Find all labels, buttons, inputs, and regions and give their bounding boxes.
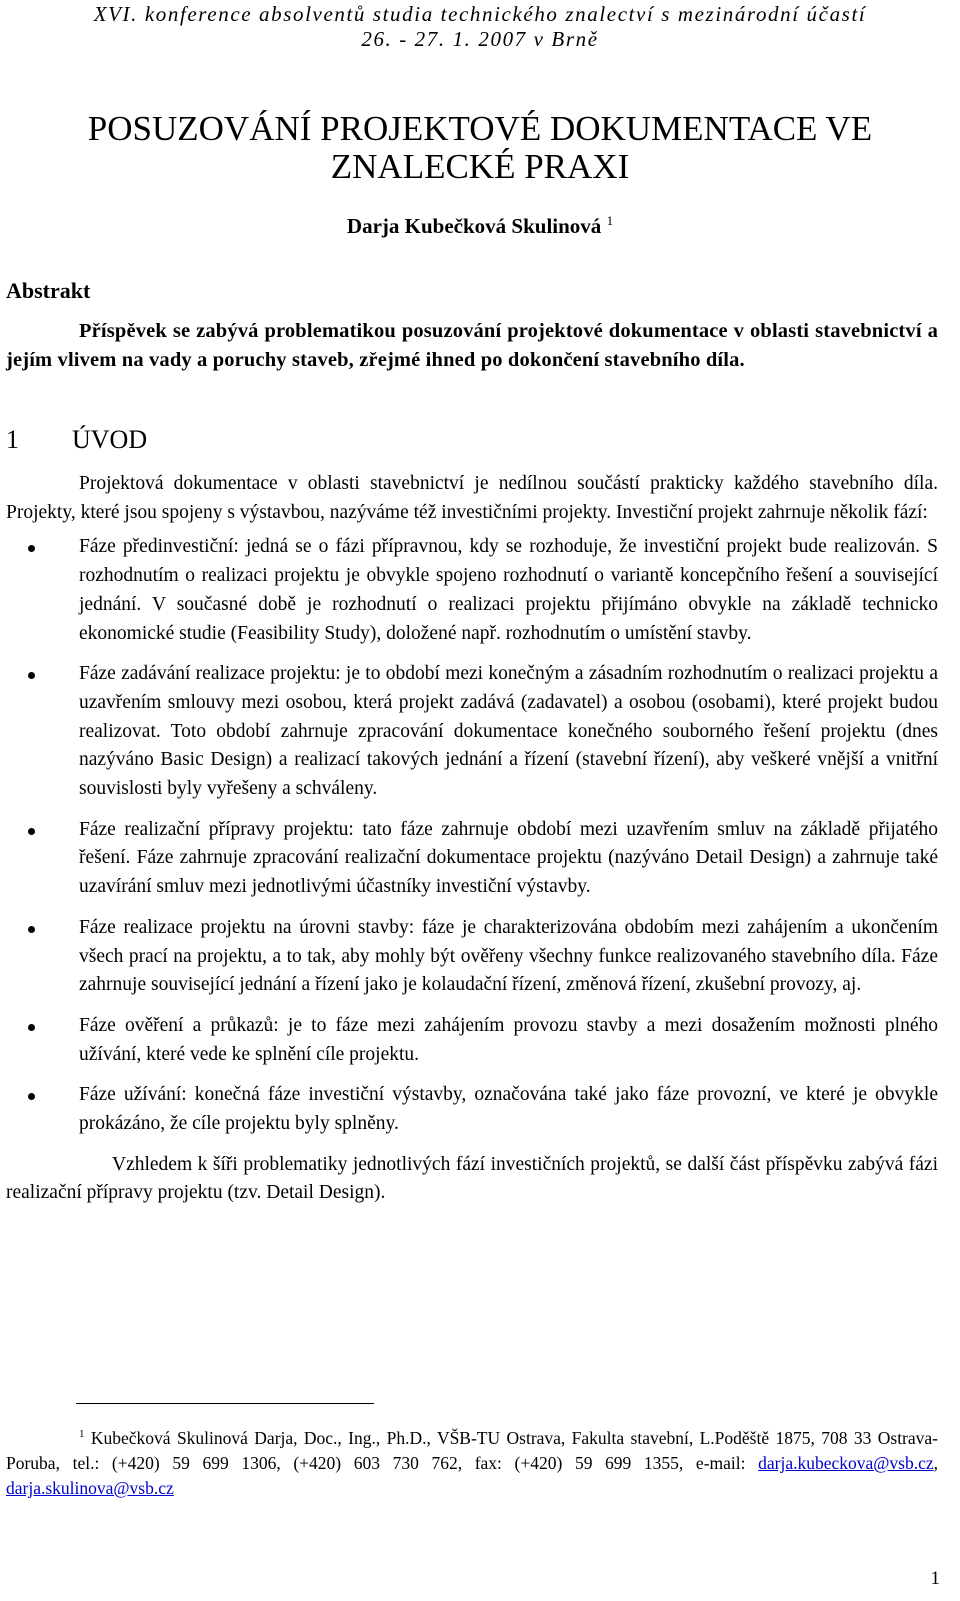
section-heading [6, 425, 147, 455]
bullet-icon [28, 1093, 35, 1100]
conference-header-line1: XVI. konference absolventů studia technického znalectví s mezinárodní účastí [93, 2, 867, 26]
bullet-icon [28, 672, 35, 679]
bullet-icon [28, 828, 35, 835]
list-item [6, 1012, 938, 1069]
page-number: 1 [930, 1568, 940, 1589]
email-link-skulinova[interactable]: darja.skulinova@vsb.cz [6, 1477, 174, 1498]
list-item [6, 660, 938, 804]
bullet-icon [28, 1024, 35, 1031]
conference-header [0, 2, 960, 52]
phase-list [6, 533, 938, 1138]
body-text [6, 470, 938, 1208]
bullet-icon [28, 926, 35, 933]
paper-title-line1: POSUZOVÁNÍ PROJEKTOVÉ DOKUMENTACE VE [87, 109, 873, 148]
conference-header-line2: 26. - 27. 1. 2007 v Brně [361, 27, 599, 51]
footnote [6, 1422, 938, 1501]
abstract-heading: Abstrakt [6, 278, 91, 303]
footnote-mark: 1 [79, 1428, 85, 1440]
phase-text: Fáze zadávání realizace projektu: je to období mezi konečným a zásadním rozhodnutím o realizaci projektu a uzavřením smlouvy mezi osobou, která projekt zadává (zadavatel) a osobou (osobami), které projekt budou realizovat. Toto období zahrnuje zpracování dokumentace konečného souborného řešení projektu (dnes nazýváno Basic Design) a realizací takových jednání a řízení (stavební řízení), aby veškeré vnější a vnitřní souvislosti byly vyřešeny a schváleny. [79, 663, 938, 800]
author-footnote-mark: 1 [606, 213, 614, 228]
list-item [6, 533, 938, 648]
footnote-text: Kubečková Skulinová Darja, Doc., Ing., Ph.D., VŠB-TU Ostrava, Fakulta stavební, L.Poděště 1875, 708 33 Ostrava-Poruba, tel.: (+420) 59 699 1306, (+420) 603 730 762, fax: (+420) 59 699 1355, e-mail: [6, 1427, 938, 1473]
intro-paragraph: Projektová dokumentace v oblasti stavebnictví je nedílnou součástí prakticky každého stavebního díla. Projekty, které jsou spojeny s výstavbou, nazýváme též investičními projekty. Investiční projekt zahrnuje několik fází: [6, 473, 938, 523]
list-item [6, 1081, 938, 1138]
phase-text: Fáze ověření a průkazů: je to fáze mezi zahájením provozu stavby a mezi dosažením možnosti plného užívání, které vede ke splnění cíle projektu. [79, 1014, 938, 1065]
bullet-icon [28, 545, 35, 552]
footnote-divider [76, 1403, 374, 1404]
abstract-text: Příspěvek se zabývá problematikou posuzování projektové dokumentace v oblasti stavebnictví a jejím vlivem na vady a poruchy staveb, zřejmé ihned po dokončení stavebního díla. [6, 320, 938, 371]
list-item [6, 816, 938, 902]
phase-text: Fáze užívání: konečná fáze investiční výstavby, označována také jako fáze provozní, ve které je obvykle prokázáno, že cíle projektu byly splněny. [79, 1084, 938, 1135]
author-name: Darja Kubečková Skulinová [346, 214, 602, 238]
paper-title-line2: ZNALECKÉ PRAXI [330, 147, 630, 186]
section-number: 1 [6, 425, 19, 454]
section-title: ÚVOD [72, 425, 148, 454]
email-separator: , [933, 1452, 938, 1473]
closing-paragraph: Vzhledem k šíři problematiky jednotlivých fází investičních projektů, se další část příspěvku zabývá fázi realizační přípravy projektu (tzv. Detail Design). [6, 1153, 938, 1204]
list-item [6, 914, 938, 1000]
author-line [0, 213, 960, 239]
paper-title [0, 110, 960, 186]
phase-text: Fáze realizace projektu na úrovni stavby: fáze je charakterizována obdobím mezi zahájením a ukončením všech prací na projektu, a to tak, aby mohly být ověřeny všechny funkce realizovaného stavebního díla. Fáze zahrnuje související jednání a řízení jako je kolaudační řízení, změnová řízení, zkušební provozy, aj. [79, 916, 938, 996]
phase-text: Fáze předinvestiční: jedná se o fázi přípravnou, kdy se rozhoduje, že investiční projekt bude realizován. S rozhodnutím o realizaci projektu je obvykle spojeno rozhodnutí o variantě koncepčního řešení a související jednání. V současné době je rozhodnutí o realizaci projektu přijímáno obvykle na základě technicko ekonomické studie (Feasibility Study), doložené např. rozhodnutím o umístění stavby. [79, 536, 938, 644]
phase-text: Fáze realizační přípravy projektu: tato fáze zahrnuje období mezi uzavřením smluv na základě přijatého řešení. Fáze zahrnuje zpracování realizační dokumentace projektu (nazýváno Detail Design) a zahrnuje také uzavírání smluv mezi jednotlivými účastníky investiční výstavby. [79, 818, 938, 898]
email-link-kubeckova[interactable]: darja.kubeckova@vsb.cz [758, 1452, 934, 1473]
